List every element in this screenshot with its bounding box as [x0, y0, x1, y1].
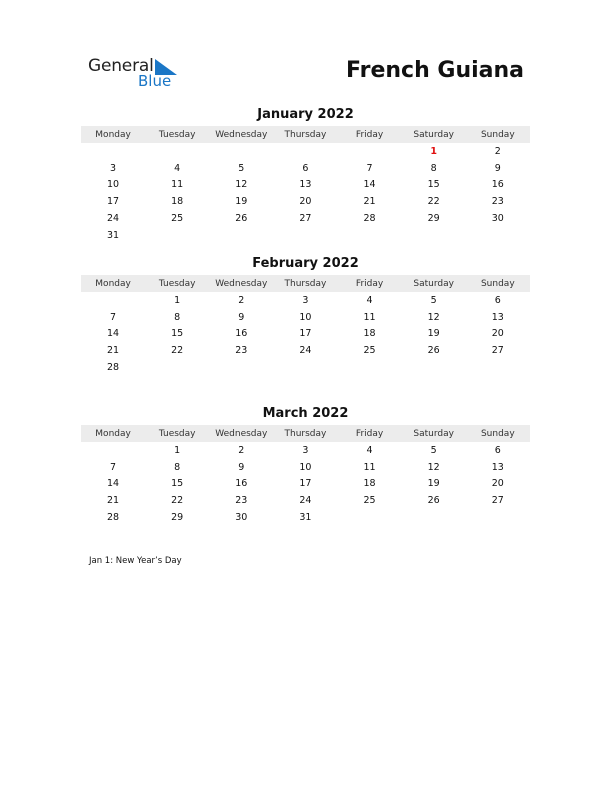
day-cell: 4	[366, 294, 373, 306]
month-january	[81, 106, 530, 244]
day-cell: 29	[427, 213, 440, 225]
day-cell: 7	[366, 162, 373, 174]
day-cell: 21	[107, 495, 120, 507]
week-row	[81, 193, 530, 210]
weekday-tuesday: Tuesday	[158, 428, 196, 439]
day-cell: 28	[107, 362, 120, 374]
weekday-header	[81, 425, 530, 442]
day-cell: 14	[107, 328, 120, 340]
weekday-monday: Monday	[95, 278, 131, 289]
weekday-sunday: Sunday	[480, 428, 515, 439]
day-cell: 3	[110, 162, 117, 174]
day-cell: 14	[107, 478, 120, 490]
day-cell: 24	[107, 213, 120, 225]
day-cell: 18	[171, 196, 184, 208]
weekday-wednesday: Wednesday	[215, 278, 268, 289]
day-cell: 17	[299, 328, 312, 340]
day-cell: 2	[494, 145, 501, 157]
weekday-friday: Friday	[355, 278, 384, 289]
day-cell: 6	[302, 162, 309, 174]
day-cell: 30	[235, 512, 248, 524]
day-cell: 19	[235, 196, 248, 208]
month-title: January 2022	[257, 107, 354, 122]
day-cell: 9	[238, 311, 245, 323]
day-cell: 16	[235, 328, 248, 340]
day-cell: 21	[363, 196, 376, 208]
day-cell: 10	[299, 311, 312, 323]
day-cell: 12	[235, 179, 248, 191]
weekday-saturday: Saturday	[413, 428, 454, 439]
day-cell: 15	[171, 328, 184, 340]
holiday-day-cell: 1	[430, 145, 437, 157]
week-row	[81, 342, 530, 359]
day-cell: 5	[238, 162, 245, 174]
month-february	[81, 255, 530, 376]
day-cell: 25	[363, 495, 376, 507]
day-cell: 26	[427, 495, 440, 507]
weekday-sunday: Sunday	[480, 278, 515, 289]
day-cell: 11	[363, 461, 376, 473]
day-cell: 6	[494, 294, 501, 306]
weekday-wednesday: Wednesday	[215, 428, 268, 439]
day-cell: 9	[494, 162, 501, 174]
week-row	[81, 476, 530, 493]
day-cell: 23	[235, 495, 248, 507]
day-cell: 28	[363, 213, 376, 225]
week-row	[81, 227, 530, 244]
week-row	[81, 359, 530, 376]
week-row	[81, 326, 530, 343]
day-cell: 8	[430, 162, 437, 174]
day-cell: 22	[427, 196, 440, 208]
weekday-wednesday: Wednesday	[215, 129, 268, 140]
weekday-monday: Monday	[95, 428, 131, 439]
weekday-header	[81, 126, 530, 143]
day-cell: 31	[107, 229, 120, 241]
logo-general-text: General	[88, 56, 154, 76]
weekday-tuesday: Tuesday	[158, 278, 196, 289]
day-cell: 31	[299, 512, 312, 524]
day-cell: 4	[366, 444, 373, 456]
week-row	[81, 143, 530, 160]
day-cell: 2	[238, 444, 245, 456]
day-cell: 10	[299, 461, 312, 473]
country-title: French Guiana	[345, 58, 524, 83]
week-row	[81, 292, 530, 309]
day-cell: 11	[363, 311, 376, 323]
weekday-thursday: Thursday	[284, 428, 327, 439]
holiday-notes	[89, 556, 182, 566]
day-cell: 1	[174, 294, 181, 306]
day-cell: 8	[174, 461, 181, 473]
day-cell: 19	[427, 478, 440, 490]
week-row	[81, 177, 530, 194]
day-cell: 18	[363, 328, 376, 340]
day-cell: 5	[430, 444, 437, 456]
day-cell: 9	[238, 461, 245, 473]
day-cell: 17	[299, 478, 312, 490]
day-cell: 3	[302, 444, 309, 456]
day-cell: 15	[427, 179, 440, 191]
day-cell: 26	[235, 213, 248, 225]
day-cell: 23	[235, 345, 248, 357]
day-cell: 17	[107, 196, 120, 208]
logo	[88, 56, 188, 92]
day-cell: 3	[302, 294, 309, 306]
day-cell: 28	[107, 512, 120, 524]
day-cell: 22	[171, 495, 184, 507]
day-cell: 19	[427, 328, 440, 340]
day-cell: 12	[427, 311, 440, 323]
day-cell: 26	[427, 345, 440, 357]
weekday-header	[81, 275, 530, 292]
week-row	[81, 160, 530, 177]
day-cell: 16	[491, 179, 504, 191]
day-cell: 15	[171, 478, 184, 490]
day-cell: 23	[491, 196, 504, 208]
weekday-thursday: Thursday	[284, 129, 327, 140]
weekday-monday: Monday	[95, 129, 131, 140]
day-cell: 11	[171, 179, 184, 191]
logo-blue-text: Blue	[138, 72, 172, 90]
weekday-thursday: Thursday	[284, 278, 327, 289]
week-row	[81, 492, 530, 509]
holiday-note: Jan 1: New Year’s Day	[89, 556, 182, 566]
day-cell: 22	[171, 345, 184, 357]
day-cell: 27	[299, 213, 312, 225]
day-cell: 6	[494, 444, 501, 456]
day-cell: 7	[110, 311, 117, 323]
weekday-tuesday: Tuesday	[158, 129, 196, 140]
day-cell: 30	[491, 213, 504, 225]
day-cell: 27	[491, 345, 504, 357]
weekday-friday: Friday	[355, 428, 384, 439]
day-cell: 5	[430, 294, 437, 306]
day-cell: 12	[427, 461, 440, 473]
month-march	[81, 405, 530, 526]
month-title: February 2022	[252, 256, 359, 271]
day-cell: 25	[363, 345, 376, 357]
day-cell: 14	[363, 179, 376, 191]
weekday-saturday: Saturday	[413, 278, 454, 289]
day-cell: 29	[171, 512, 184, 524]
day-cell: 7	[110, 461, 117, 473]
weekday-saturday: Saturday	[413, 129, 454, 140]
day-cell: 25	[171, 213, 184, 225]
day-cell: 20	[299, 196, 312, 208]
week-row	[81, 509, 530, 526]
day-cell: 27	[491, 495, 504, 507]
day-cell: 2	[238, 294, 245, 306]
day-cell: 24	[299, 495, 312, 507]
day-cell: 13	[299, 179, 312, 191]
week-row	[81, 459, 530, 476]
day-cell: 21	[107, 345, 120, 357]
day-cell: 13	[491, 461, 504, 473]
week-row	[81, 442, 530, 459]
day-cell: 18	[363, 478, 376, 490]
day-cell: 1	[174, 444, 181, 456]
week-row	[81, 210, 530, 227]
day-cell: 20	[491, 478, 504, 490]
week-row	[81, 309, 530, 326]
day-cell: 16	[235, 478, 248, 490]
day-cell: 4	[174, 162, 181, 174]
day-cell: 13	[491, 311, 504, 323]
weekday-sunday: Sunday	[480, 129, 515, 140]
month-title: March 2022	[262, 406, 349, 421]
day-cell: 20	[491, 328, 504, 340]
day-cell: 24	[299, 345, 312, 357]
day-cell: 10	[107, 179, 120, 191]
day-cell: 8	[174, 311, 181, 323]
weekday-friday: Friday	[355, 129, 384, 140]
